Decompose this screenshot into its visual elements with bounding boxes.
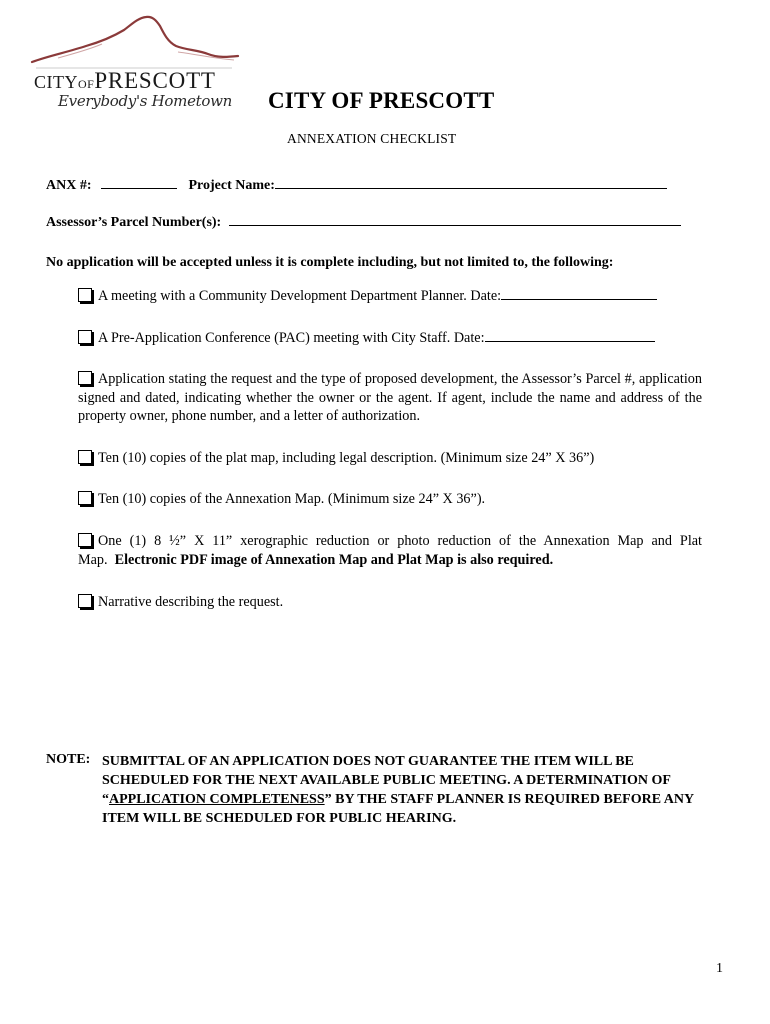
note-label: NOTE: xyxy=(46,752,91,767)
anx-field[interactable] xyxy=(101,175,177,189)
checkbox[interactable] xyxy=(78,288,92,302)
checklist-item: Narrative describing the request. xyxy=(78,593,704,612)
planner-meeting-date-field[interactable] xyxy=(501,286,657,300)
apn-field[interactable] xyxy=(229,212,681,226)
city-logo xyxy=(28,12,240,116)
logo-wordmark: CITYOFPRESCOTT xyxy=(34,68,216,93)
project-name-label: Project Name: xyxy=(188,178,275,193)
checkbox[interactable] xyxy=(78,330,92,344)
checklist-item: Ten (10) copies of the Annexation Map. (Minimum size 24” X 36”). xyxy=(78,490,704,509)
project-name-field[interactable] xyxy=(275,175,667,189)
checklist-item: Ten (10) copies of the plat map, including legal description. (Minimum size 24” X 36”) xyxy=(78,449,704,468)
note-body: SUBMITTAL OF AN APPLICATION DOES NOT GUARANTEE THE ITEM WILL BE SCHEDULED FOR THE NEXT AVAILABLE PUBLIC MEETING. A DETERMINATION OF “APPLICATION COMPLETENESS” BY THE STAFF PLANNER IS REQUIRED BEFORE ANY ITEM WILL BE SCHEDULED FOR PUBLIC HEARING. xyxy=(102,754,694,826)
intro-statement: No application will be accepted unless it is complete including, but not limited to, the following: xyxy=(46,255,614,270)
page-subtitle: ANNEXATION CHECKLIST xyxy=(287,131,457,146)
checkbox[interactable] xyxy=(78,594,92,608)
anx-label: ANX #: xyxy=(46,178,92,193)
checkbox[interactable] xyxy=(78,533,92,547)
anx-project-row xyxy=(46,175,667,194)
checklist-item: A meeting with a Community Development Department Planner. Date: xyxy=(78,286,704,306)
page-title: CITY OF PRESCOTT xyxy=(268,88,495,113)
apn-row xyxy=(46,212,681,231)
checkbox[interactable] xyxy=(78,491,92,505)
page-number: 1 xyxy=(716,961,723,976)
logo-tagline: Everybody's Hometown xyxy=(58,92,233,110)
pac-meeting-date-field[interactable] xyxy=(485,328,655,342)
apn-label: Assessor’s Parcel Number(s): xyxy=(46,215,222,230)
checkbox[interactable] xyxy=(78,371,92,385)
checklist-item: One (1) 8 ½” X 11” xerographic reduction or photo reduction of the Annexation Map and Plat Map. Electronic PDF image of Annexation Map and Plat Map is also required. xyxy=(78,533,702,568)
checkbox[interactable] xyxy=(78,450,92,464)
checklist-item: Application stating the request and the type of proposed development, the Assessor’s Parcel #, application signed and dated, indicating whether the owner or the agent. If agent, include the name and address of the property owner, phone number, and a letter of authorization. xyxy=(78,371,702,424)
checklist-item: A Pre-Application Conference (PAC) meeting with City Staff. Date: xyxy=(78,328,704,348)
